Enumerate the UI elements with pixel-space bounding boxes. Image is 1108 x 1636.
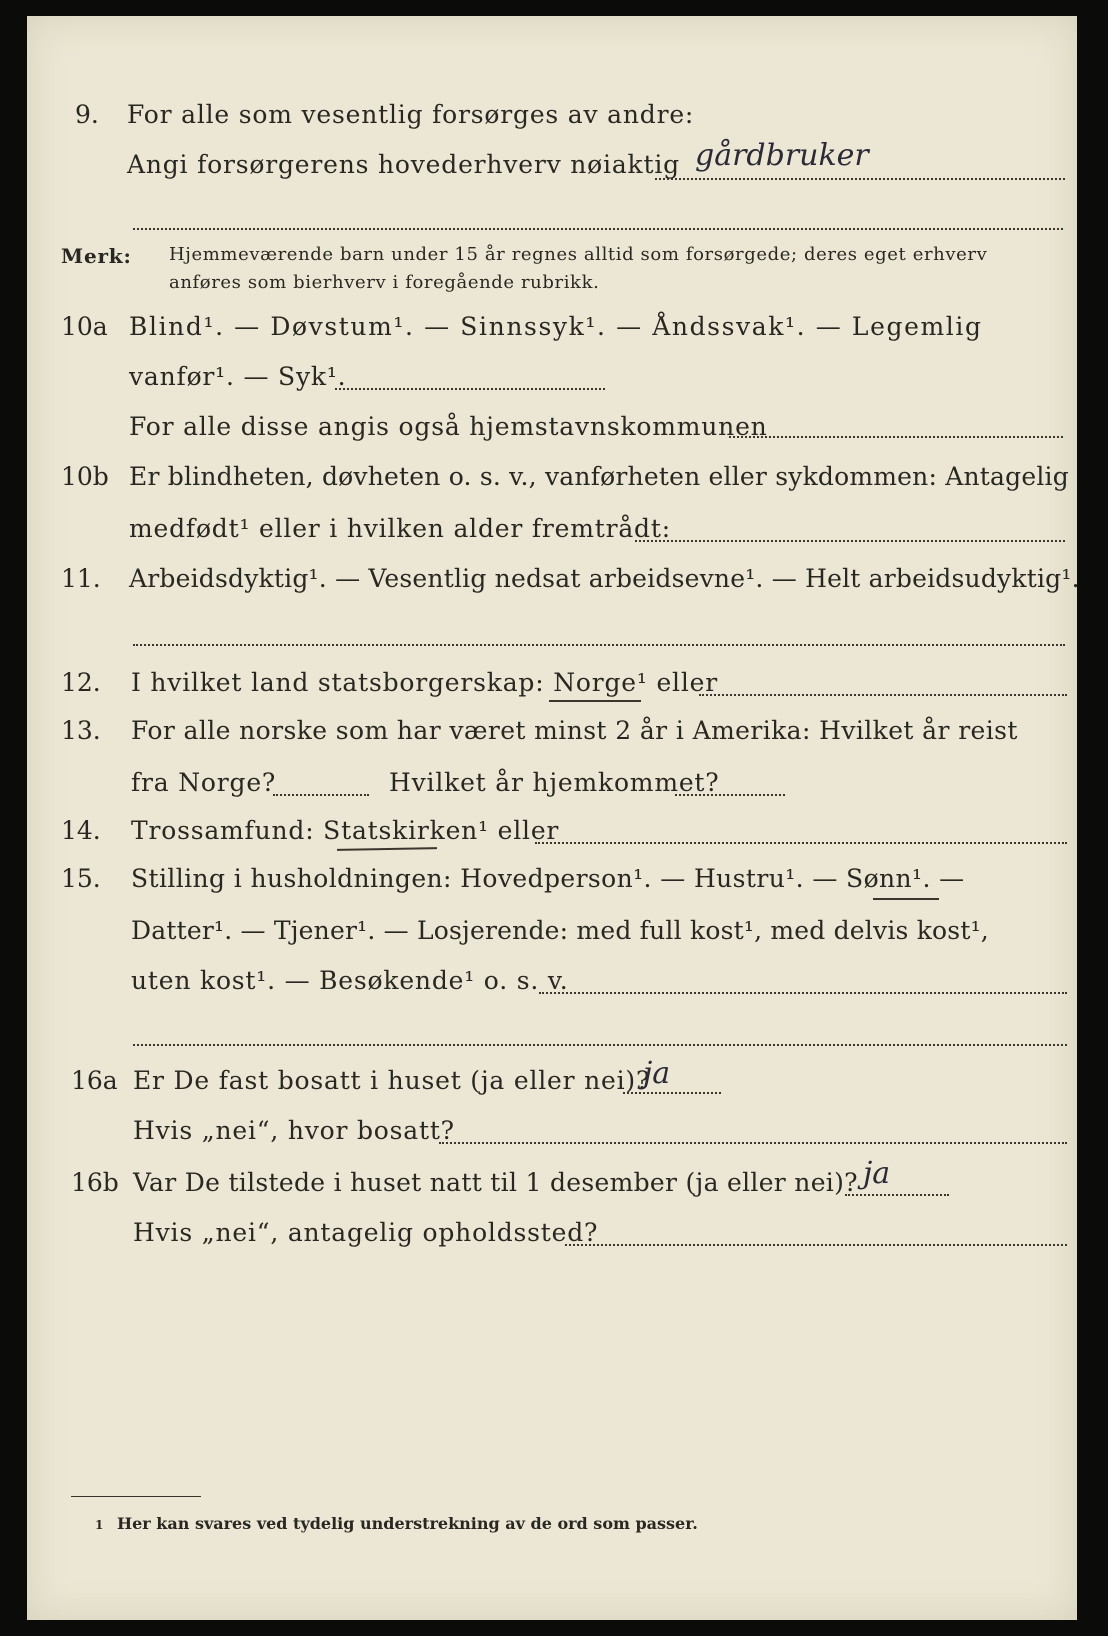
q10b-number: 10b (61, 462, 109, 491)
q15-other-line (539, 992, 1067, 994)
q13-line2-part2: Hvilket år hjemkommet? (389, 768, 720, 797)
q16b-answer: ja (863, 1156, 891, 1191)
q16b-number: 16b (71, 1168, 119, 1197)
q9-extra-line (133, 228, 1063, 230)
q13-line1: For alle norske som har været minst 2 år i Amerika: Hvilket år reist (131, 716, 1018, 745)
merk-label: Merk: (61, 244, 132, 268)
q9-number: 9. (75, 100, 99, 129)
q15-sonn-underline (873, 898, 939, 900)
form-page (27, 16, 1080, 1620)
q16a-line2: Hvis „nei“, hvor bosatt? (133, 1116, 455, 1145)
q9-answer-line (655, 178, 1065, 180)
q10a-line3: For alle disse angis også hjemstavnskommunen (129, 412, 768, 441)
q12-norge-underline (549, 700, 641, 702)
q14-statskirken-underline (337, 847, 437, 851)
q11-number: 11. (61, 564, 101, 593)
q14-number: 14. (61, 816, 101, 845)
footnote-text: Her kan svares ved tydelig understrekning av de ord som passer. (117, 1514, 698, 1533)
q16b-line2: Hvis „nei“, antagelig opholdssted? (133, 1218, 599, 1247)
q9-line1: For alle som vesentlig forsørges av andre: (127, 100, 695, 129)
q11-line1: Arbeidsdyktig¹. — Vesentlig nedsat arbeidsevne¹. — Helt arbeidsudyktig¹. (129, 564, 1080, 593)
q10b-line1: Er blindheten, døvheten o. s. v., vanførheten eller sykdommen: Antagelig (129, 462, 1069, 491)
q10a-municipality-line (729, 436, 1063, 438)
q16b-line1: Var De tilstede i huset natt til 1 desember (ja eller nei)? (133, 1168, 858, 1197)
q13-return-year-line (675, 794, 785, 796)
q16a-line1: Er De fast bosatt i huset (ja eller nei)? (133, 1066, 651, 1095)
q16a-residence-line (439, 1142, 1067, 1144)
q16a-number: 16a (71, 1066, 118, 1095)
q11-extra-line (133, 644, 1065, 646)
q10a-line1: Blind¹. — Døvstum¹. — Sinnssyk¹. — Åndssvak¹. — Legemlig (129, 312, 983, 341)
q9-line2: Angi forsørgerens hovederhverv nøiaktig (127, 150, 680, 179)
q10b-line2: medfødt¹ eller i hvilken alder fremtrådt: (129, 514, 671, 543)
merk-line1: Hjemmeværende barn under 15 år regnes alltid som forsørgede; deres eget erhverv (169, 244, 988, 265)
merk-line2: anføres som bierhverv i foregående rubrikk. (169, 272, 600, 293)
q13-line2-part1: fra Norge? (131, 768, 277, 797)
q15-line2: Datter¹. — Tjener¹. — Losjerende: med full kost¹, med delvis kost¹, (131, 916, 989, 945)
q15-line3: uten kost¹. — Besøkende¹ o. s. v. (131, 966, 569, 995)
q12-line1: I hvilket land statsborgerskap: Norge¹ eller (131, 668, 718, 697)
footnote-mark: 1 (95, 1518, 104, 1532)
q15-line1: Stilling i husholdningen: Hovedperson¹. — Hustru¹. — Sønn¹. — (131, 864, 965, 893)
q13-left-year-line (273, 794, 369, 796)
q15-extra-line (133, 1044, 1067, 1046)
q16a-answer: ja (643, 1056, 671, 1091)
q16a-answer-line (623, 1092, 721, 1094)
q10a-line2: vanfør¹. — Syk¹. (129, 362, 347, 391)
q14-line1: Trossamfund: Statskirken¹ eller (131, 816, 560, 845)
q10b-age-line (635, 540, 1065, 542)
q10a-number: 10a (61, 312, 108, 341)
q9-answer: gårdbruker (695, 138, 869, 173)
q16b-answer-line (845, 1194, 949, 1196)
q16b-whereabouts-line (565, 1244, 1067, 1246)
q15-number: 15. (61, 864, 101, 893)
q13-number: 13. (61, 716, 101, 745)
footnote-rule (71, 1496, 201, 1497)
q12-number: 12. (61, 668, 101, 697)
q10a-sick-line (335, 388, 605, 390)
q14-faith-line (535, 842, 1067, 844)
q12-country-line (699, 694, 1067, 696)
